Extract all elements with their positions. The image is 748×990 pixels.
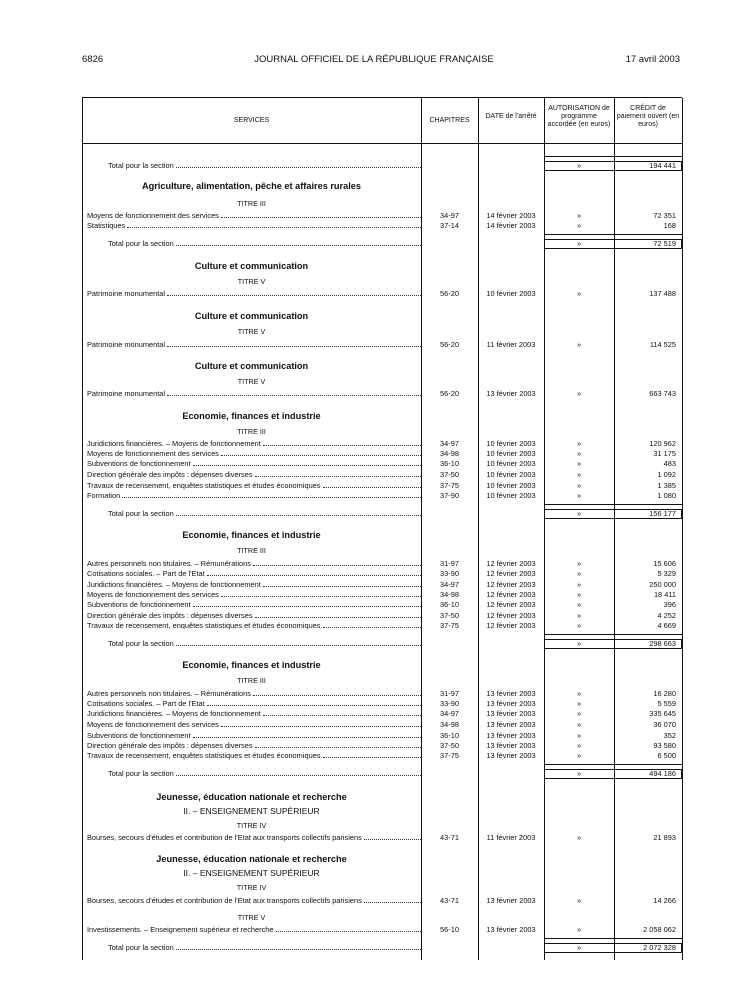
date-cell: 10 février 2003 [486,481,536,490]
row-label-text: Moyens de fonctionnement des services [87,720,219,729]
section-heading: Culture et communication [194,261,309,271]
credit-cell: 114 525 [649,340,676,349]
row-label [87,459,421,468]
row-label [87,611,421,620]
table-row [0,211,748,221]
chapitre-cell: 34-97 [440,211,459,220]
credit-cell: 396 [663,600,676,609]
row-label-text: Direction générale des impôts : dépenses diverses [87,741,253,750]
row-label-text: Investissements. – Enseignement supérieur et recherche [87,925,274,934]
credit-cell: 120 962 [649,439,676,448]
table-row [0,459,748,469]
leader-dots [193,459,421,466]
autorisation-cell: » [576,569,582,578]
autorisation-cell: » [576,699,582,708]
row-label [87,731,421,740]
row-label [87,580,421,589]
chapitre-cell: 34-98 [440,590,459,599]
titre-label: TITRE IV [236,883,267,892]
total-top-rule [544,764,682,765]
row-label [108,239,421,248]
section-heading: Culture et communication [194,311,309,321]
date-cell: 12 février 2003 [486,611,536,620]
table-row [0,600,748,610]
row-label [87,741,421,750]
credit-cell: 250 000 [649,580,676,589]
leader-dots [193,600,421,607]
credit-cell: 4 669 [657,621,676,630]
section-heading: Jeunesse, éducation nationale et recherche [156,792,347,802]
row-label [87,289,421,298]
total-box [544,639,682,649]
leader-dots [263,580,421,587]
titre-label: TITRE IV [236,821,267,830]
autorisation-cell: » [576,709,582,718]
autorisation-cell: » [576,720,582,729]
row-label [87,211,421,220]
autorisation-cell: » [576,481,582,490]
row-label [87,340,421,349]
autorisation-cell: » [576,559,582,568]
credit-cell: 335 645 [649,709,676,718]
titre-label: TITRE V [237,377,266,386]
credit-cell: 4 252 [657,611,676,620]
autorisation-cell: » [576,289,582,298]
credit-cell: 18 411 [653,590,676,599]
leader-dots [193,731,421,738]
titre-label: TITRE V [237,327,266,336]
section-heading: Economie, finances et industrie [182,660,321,670]
table-row [0,833,748,843]
section-heading: Economie, finances et industrie [182,530,321,540]
autorisation-cell: » [576,340,582,349]
chapitre-cell: 43-71 [440,896,459,905]
row-label-text: Moyens de fonctionnement des services [87,590,219,599]
journal-title: JOURNAL OFFICIEL DE LA RÉPUBLIQUE FRANÇAISE [254,54,494,65]
leader-dots [364,896,421,903]
date-cell: 10 février 2003 [486,459,536,468]
credit-cell: 2 058 062 [643,925,676,934]
autorisation-cell: » [576,731,582,740]
row-label [108,639,421,648]
table-row [0,720,748,730]
date-cell: 13 février 2003 [486,741,536,750]
leader-dots [263,709,421,716]
table-row [0,439,748,449]
credit-cell: 5 559 [657,699,676,708]
leader-dots [255,741,421,748]
leader-dots [207,569,421,576]
titre-label: TITRE V [237,277,266,286]
credit-cell: 15 606 [653,559,676,568]
leader-dots [221,720,421,727]
table-row [0,481,748,491]
date-cell: 13 février 2003 [486,389,536,398]
chapitre-cell: 37-14 [440,221,459,230]
table-row [0,449,748,459]
autorisation-cell: » [576,580,582,589]
chapitre-cell: 36-10 [440,600,459,609]
chapitre-cell: 37-50 [440,611,459,620]
table-row [0,689,748,699]
row-label-text: Subventions de fonctionnement [87,459,191,468]
row-label-text: Bourses, secours d'études et contribution de l'Etat aux transports collectifs parisiens [87,833,362,842]
credit-cell: 16 280 [653,689,676,698]
credit-cell: 494 186 [649,769,676,778]
row-label [87,590,421,599]
row-label [87,449,421,458]
leader-dots [263,439,421,446]
row-label-text: Total pour la section [108,639,174,648]
row-label-text: Moyens de fonctionnement des services [87,449,219,458]
table-row [0,559,748,569]
row-label-text: Total pour la section [108,943,174,952]
row-label [108,509,421,518]
chapitre-cell: 37-75 [440,481,459,490]
date-cell: 12 février 2003 [486,590,536,599]
leader-dots [255,470,421,477]
credit-cell: 663 743 [649,389,676,398]
leader-dots [323,751,422,758]
chapitre-cell: 36-10 [440,459,459,468]
total-top-rule [544,938,682,939]
row-label-text: Subventions de fonctionnement [87,731,191,740]
row-label-text: Juridictions financières. – Moyens de fonctionnement [87,709,261,718]
row-label [87,896,421,905]
row-label [87,481,421,490]
row-label-text: Patrimoine monumental [87,389,166,398]
chapitre-cell: 37-50 [440,741,459,750]
credit-cell: 72 351 [653,211,676,220]
row-label-text: Juridictions financières. – Moyens de fonctionnement [87,580,261,589]
credit-cell: 483 [663,459,676,468]
credit-cell: 6 500 [657,751,676,760]
table-row [0,470,748,480]
total-box [544,943,682,953]
credit-cell: 156 177 [649,509,676,518]
credit-cell: 5 329 [657,569,676,578]
row-label-text: Total pour la section [108,161,174,170]
date-cell: 13 février 2003 [486,896,536,905]
total-top-rule [544,234,682,235]
table-row [0,709,748,719]
row-label-text: Juridictions financières. – Moyens de fonctionnement [87,439,261,448]
chapitre-cell: 31-97 [440,689,459,698]
autorisation-cell: » [576,211,582,220]
date-cell: 13 février 2003 [486,925,536,934]
autorisation-cell: » [576,751,582,760]
leader-dots [176,639,421,646]
credit-cell: 352 [663,731,676,740]
table-row [0,569,748,579]
row-label [87,439,421,448]
autorisation-cell: » [576,600,582,609]
date-cell: 13 février 2003 [486,699,536,708]
autorisation-cell: » [576,943,582,952]
table-row [0,289,748,299]
row-label-text: Travaux de recensement, enquêtes statistiques et études économiques [87,621,321,630]
row-label [87,569,421,578]
row-label-text: Total pour la section [108,509,174,518]
date-cell: 11 février 2003 [486,340,536,349]
date-cell: 10 février 2003 [486,289,536,298]
date-cell: 13 février 2003 [486,751,536,760]
credit-cell: 298 663 [649,639,676,648]
table-row [0,221,748,231]
autorisation-cell: » [576,491,582,500]
row-label [87,389,421,398]
chapitre-cell: 34-97 [440,709,459,718]
row-label-text: Total pour la section [108,239,174,248]
row-label-text: Subventions de fonctionnement [87,600,191,609]
section-subheading: II. – ENSEIGNEMENT SUPÉRIEUR [183,868,320,878]
chapitre-cell: 34-98 [440,720,459,729]
chapitre-cell: 37-50 [440,470,459,479]
table-row [0,896,748,906]
date-cell: 11 février 2003 [486,833,536,842]
table-row [0,389,748,399]
table-row [0,491,748,501]
section-heading: Agriculture, alimentation, pêche et affaires rurales [141,181,362,191]
row-label [108,769,421,778]
table-row [0,621,748,631]
autorisation-cell: » [576,161,582,170]
autorisation-cell: » [576,509,582,518]
autorisation-cell: » [576,439,582,448]
autorisation-cell: » [576,389,582,398]
date-cell: 10 février 2003 [486,439,536,448]
credit-cell: 194 441 [649,161,676,170]
chapitre-cell: 31-97 [440,559,459,568]
leader-dots [207,699,421,706]
leader-dots [176,769,421,776]
credit-cell: 1 385 [657,481,676,490]
table-row [0,580,748,590]
date-cell: 12 février 2003 [486,569,536,578]
row-label-text: Total pour la section [108,769,174,778]
leader-dots [221,449,421,456]
leader-dots [364,833,421,840]
credit-cell: 21 893 [653,833,676,842]
credit-cell: 93 580 [653,741,676,750]
autorisation-cell: » [576,769,582,778]
credit-cell: 72 519 [653,239,676,248]
autorisation-cell: » [576,896,582,905]
table-row [0,741,748,751]
row-label-text: Cotisations sociales. – Part de l'Etat [87,569,205,578]
titre-label: TITRE V [237,913,266,922]
chapitre-cell: 34-97 [440,580,459,589]
chapitre-cell: 37-90 [440,491,459,500]
total-top-rule [544,634,682,635]
date-cell: 14 février 2003 [486,221,536,230]
total-box [544,769,682,779]
date-cell: 13 février 2003 [486,720,536,729]
leader-dots [167,340,421,347]
leader-dots [167,389,421,396]
row-label [108,161,421,170]
row-label [87,689,421,698]
autorisation-cell: » [576,621,582,630]
section-heading: Jeunesse, éducation nationale et recherche [156,854,347,864]
chapitre-cell: 36-10 [440,731,459,740]
total-box [544,239,682,249]
chapitre-cell: 37-75 [440,751,459,760]
row-label-text: Patrimoine monumental [87,289,166,298]
date-cell: 12 février 2003 [486,600,536,609]
chapitre-cell: 56-20 [440,389,459,398]
leader-dots [176,509,421,516]
row-label-text: Travaux de recensement, enquêtes statistiques et études économiques [87,751,321,760]
leader-dots [323,481,422,488]
credit-cell: 36 070 [653,720,676,729]
autorisation-cell: » [576,239,582,248]
titre-label: TITRE III [237,199,266,208]
total-top-rule [544,504,682,505]
titre-label: TITRE III [237,427,266,436]
credit-cell: 1 080 [657,491,676,500]
row-label [87,559,421,568]
row-label-text: Patrimoine monumental [87,340,166,349]
row-label [87,833,421,842]
col-header-date: DATE de l'arrêté [485,113,537,120]
leader-dots [253,689,421,696]
row-label-text: Direction générale des impôts : dépenses diverses [87,470,253,479]
table-row [0,699,748,709]
leader-dots [176,239,421,246]
issue-date: 17 avril 2003 [625,54,680,65]
row-label-text: Bourses, secours d'études et contribution de l'Etat aux transports collectifs parisiens [87,896,362,905]
titre-label: TITRE III [237,676,266,685]
credit-cell: 1 092 [657,470,676,479]
row-label-text: Cotisations sociales. – Part de l'Etat [87,699,205,708]
autorisation-cell: » [576,470,582,479]
row-label [87,491,421,500]
row-label [87,600,421,609]
leader-dots [253,559,421,566]
row-label-text: Direction générale des impôts : dépenses diverses [87,611,253,620]
leader-dots [122,491,421,498]
section-heading: Economie, finances et industrie [182,411,321,421]
table-row [0,751,748,761]
autorisation-cell: » [576,639,582,648]
row-label [87,470,421,479]
leader-dots [323,621,422,628]
page-number: 6826 [82,54,104,65]
row-label-text: Autres personnels non titulaires. – Rémunérations [87,689,251,698]
table-row [0,590,748,600]
leader-dots [127,221,421,228]
autorisation-cell: » [576,449,582,458]
date-cell: 10 février 2003 [486,491,536,500]
row-label [87,621,421,630]
leader-dots [176,943,421,950]
row-label [87,925,421,934]
autorisation-cell: » [576,611,582,620]
chapitre-cell: 56-20 [440,340,459,349]
date-cell: 12 février 2003 [486,559,536,568]
section-heading: Culture et communication [194,361,309,371]
credit-cell: 137 488 [649,289,676,298]
date-cell: 13 février 2003 [486,731,536,740]
leader-dots [255,611,421,618]
table-row [0,611,748,621]
row-label-text: Statistiques [87,221,126,230]
row-label [108,943,421,952]
credit-cell: 31 175 [653,449,676,458]
date-cell: 12 février 2003 [486,580,536,589]
chapitre-cell: 37-75 [440,621,459,630]
table-row [0,925,748,935]
leader-dots [221,211,421,218]
autorisation-cell: » [576,689,582,698]
autorisation-cell: » [576,833,582,842]
row-label [87,699,421,708]
credit-cell: 2 072 328 [643,943,676,952]
table-row [0,340,748,350]
date-cell: 13 février 2003 [486,709,536,718]
titre-label: TITRE III [237,546,266,555]
date-cell: 12 février 2003 [486,621,536,630]
total-top-rule [544,156,682,157]
row-label-text: Formation [87,491,121,500]
table-row [0,731,748,741]
chapitre-cell: 33-90 [440,699,459,708]
autorisation-cell: » [576,459,582,468]
autorisation-cell: » [576,590,582,599]
leader-dots [167,289,421,296]
credit-cell: 168 [663,221,676,230]
row-label [87,709,421,718]
chapitre-cell: 33-90 [440,569,459,578]
row-label [87,751,421,760]
date-cell: 13 février 2003 [486,689,536,698]
date-cell: 10 février 2003 [486,470,536,479]
row-label-text: Moyens de fonctionnement des services [87,211,219,220]
chapitre-cell: 34-97 [440,439,459,448]
total-box [544,161,682,171]
col-header-services: SERVICES [233,117,270,124]
credit-cell: 14 266 [653,896,676,905]
row-label-text: Travaux de recensement, enquêtes statistiques et études économiques [87,481,321,490]
leader-dots [221,590,421,597]
section-subheading: II. – ENSEIGNEMENT SUPÉRIEUR [183,806,320,816]
row-label [87,720,421,729]
autorisation-cell: » [576,925,582,934]
col-header-credit: CRÉDIT de paiement ouvert (en euros) [616,105,680,128]
chapitre-cell: 56-10 [440,925,459,934]
row-label [87,221,421,230]
date-cell: 10 février 2003 [486,449,536,458]
chapitre-cell: 56-20 [440,289,459,298]
autorisation-cell: » [576,221,582,230]
autorisation-cell: » [576,741,582,750]
leader-dots [176,161,421,168]
total-box [544,509,682,519]
chapitre-cell: 34-98 [440,449,459,458]
col-header-autorisation: AUTORISATION de programme accordée (en euros) [547,105,611,128]
chapitre-cell: 43-71 [440,833,459,842]
col-header-chapitres: CHAPITRES [429,117,470,124]
date-cell: 14 février 2003 [486,211,536,220]
leader-dots [276,925,421,932]
row-label-text: Autres personnels non titulaires. – Rémunérations [87,559,251,568]
